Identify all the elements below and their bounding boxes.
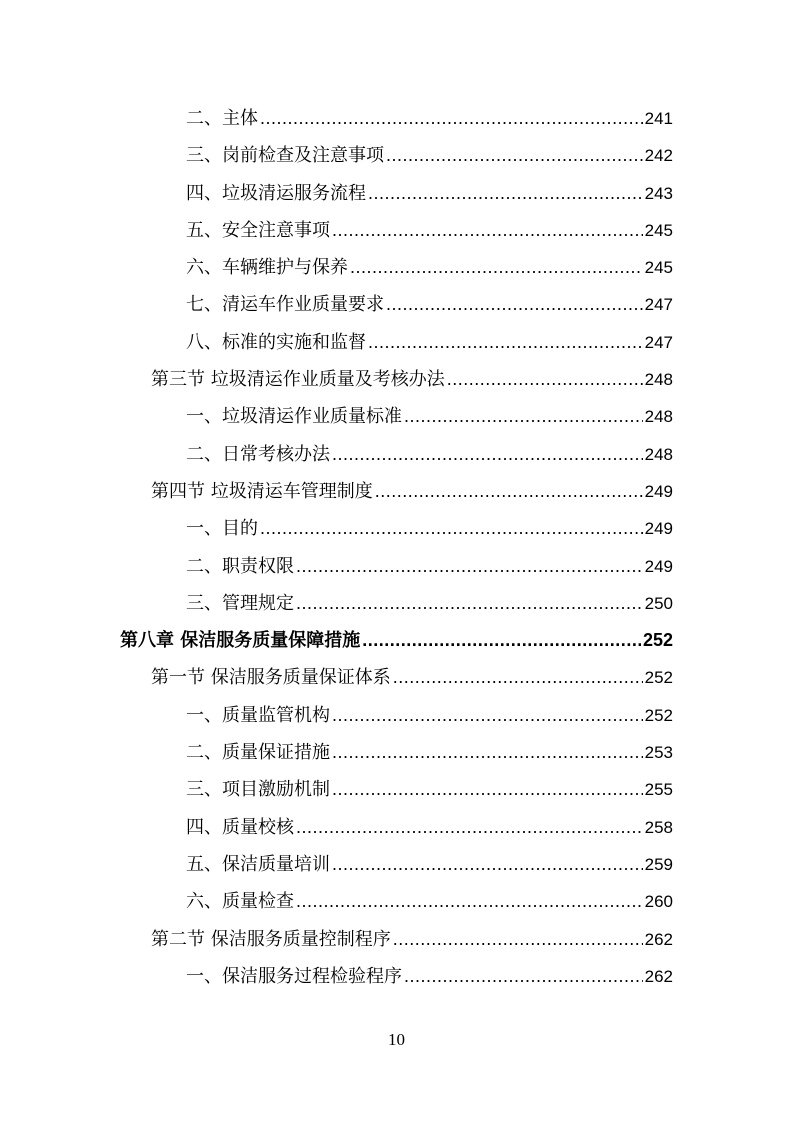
- toc-dot-leader: [386, 286, 643, 323]
- toc-entry-section[interactable]: [0, 473, 793, 510]
- toc-entry-title: 四、垃圾清运服务流程: [186, 182, 366, 204]
- toc-dot-leader: [368, 324, 643, 361]
- toc-entry-item[interactable]: [0, 286, 793, 323]
- toc-entry-item[interactable]: [0, 809, 793, 846]
- toc-entry-item[interactable]: [0, 958, 793, 995]
- toc-entry-title: 第四节 垃圾清运车管理制度: [151, 480, 373, 502]
- toc-entry-title: 五、安全注意事项: [186, 219, 330, 241]
- toc-dot-leader: [260, 100, 643, 137]
- toc-entry-title: 四、质量校核: [186, 816, 294, 838]
- toc-dot-leader: [362, 622, 641, 659]
- toc-dot-leader: [332, 212, 643, 249]
- toc-entry-title: 一、质量监管机构: [186, 704, 330, 726]
- toc-entry-item[interactable]: [0, 398, 793, 435]
- toc-entry-page: 249: [644, 481, 673, 501]
- toc-dot-leader: [404, 958, 643, 995]
- toc-entry-item[interactable]: [0, 548, 793, 585]
- toc-dot-leader: [332, 436, 643, 473]
- toc-entry-page: 252: [644, 668, 673, 688]
- toc-entry-page: 241: [644, 109, 673, 128]
- toc-entry-title: 七、清运车作业质量要求: [186, 294, 384, 316]
- toc-entry-section[interactable]: [0, 659, 793, 696]
- toc-dot-leader: [393, 659, 643, 696]
- toc-entry-item[interactable]: [0, 585, 793, 622]
- toc-entry-title: 八、标准的实施和监督: [186, 331, 366, 353]
- toc-entry-title: 第二节 保洁服务质量控制程序: [151, 928, 391, 950]
- toc-entry-title: 一、目的: [186, 518, 258, 540]
- toc-entry-item[interactable]: [0, 697, 793, 734]
- toc-dot-leader: [368, 175, 643, 212]
- toc-entry-page: 242: [644, 146, 673, 166]
- toc-entry-item[interactable]: [0, 100, 793, 137]
- toc-dot-leader: [296, 585, 643, 622]
- toc-entry-page: 250: [644, 593, 673, 613]
- toc-entry-chapter[interactable]: [0, 622, 793, 659]
- toc-entry-title: 第三节 垃圾清运作业质量及考核办法: [151, 369, 445, 391]
- toc-dot-leader: [332, 697, 643, 734]
- toc-dot-leader: [386, 137, 643, 174]
- toc-dot-leader: [296, 809, 643, 846]
- toc-entry-page: 248: [644, 407, 673, 427]
- toc-entry-page: 252: [642, 630, 673, 651]
- toc-entry-item[interactable]: [0, 771, 793, 808]
- toc-entry-title: 二、职责权限: [186, 555, 294, 577]
- toc-entry-title: 三、管理规定: [186, 592, 294, 614]
- toc-dot-leader: [393, 921, 643, 958]
- toc-entry-title: 第八章 保洁服务质量保障措施: [120, 630, 361, 652]
- toc-dot-leader: [404, 398, 643, 435]
- toc-entry-title: 六、质量检查: [186, 891, 294, 913]
- page-number: 10: [388, 1030, 405, 1049]
- table-of-contents: [0, 100, 793, 995]
- toc-dot-leader: [296, 548, 643, 585]
- toc-entry-title: 六、车辆维护与保养: [186, 257, 348, 279]
- toc-entry-section[interactable]: [0, 921, 793, 958]
- toc-dot-leader: [375, 473, 643, 510]
- toc-entry-title: 二、质量保证措施: [186, 742, 330, 764]
- toc-entry-item[interactable]: [0, 436, 793, 473]
- toc-dot-leader: [296, 883, 643, 920]
- toc-entry-page: 249: [644, 519, 673, 539]
- toc-entry-page: 255: [644, 780, 673, 800]
- toc-entry-item[interactable]: [0, 137, 793, 174]
- toc-entry-title: 五、保洁质量培训: [186, 853, 330, 875]
- toc-dot-leader: [332, 734, 643, 771]
- toc-entry-item[interactable]: [0, 249, 793, 286]
- toc-entry-title: 一、垃圾清运作业质量标准: [186, 406, 402, 428]
- toc-dot-leader: [332, 771, 643, 808]
- toc-entry-title: 一、保洁服务过程检验程序: [186, 965, 402, 987]
- toc-entry-title: 二、主体: [186, 108, 258, 129]
- toc-dot-leader: [332, 846, 643, 883]
- toc-entry-page: 245: [644, 258, 673, 278]
- toc-entry-section[interactable]: [0, 361, 793, 398]
- toc-entry-page: 245: [644, 220, 673, 240]
- toc-entry-title: 三、岗前检查及注意事项: [186, 145, 384, 167]
- toc-entry-page: 258: [644, 817, 673, 837]
- toc-entry-item[interactable]: [0, 846, 793, 883]
- toc-entry-page: 243: [644, 183, 673, 203]
- toc-entry-title: 二、日常考核办法: [186, 443, 330, 465]
- toc-entry-page: 248: [644, 444, 673, 464]
- toc-dot-leader: [260, 510, 643, 547]
- toc-dot-leader: [350, 249, 643, 286]
- toc-entry-page: 262: [644, 929, 673, 949]
- toc-entry-page: 259: [644, 854, 673, 874]
- toc-entry-page: 248: [644, 370, 673, 390]
- toc-entry-item[interactable]: [0, 510, 793, 547]
- toc-entry-page: 253: [644, 743, 673, 763]
- toc-entry-item[interactable]: [0, 883, 793, 920]
- toc-entry-item[interactable]: [0, 212, 793, 249]
- toc-entry-title: 第一节 保洁服务质量保证体系: [151, 667, 391, 689]
- toc-entry-page: 247: [644, 332, 673, 352]
- toc-entry-page: 252: [644, 705, 673, 725]
- toc-entry-page: 260: [644, 892, 673, 912]
- toc-entry-page: 262: [644, 966, 673, 986]
- toc-entry-item[interactable]: [0, 734, 793, 771]
- toc-entry-title: 三、项目激励机制: [186, 779, 330, 801]
- toc-entry-page: 249: [644, 556, 673, 576]
- toc-entry-item[interactable]: [0, 175, 793, 212]
- toc-entry-page: 247: [644, 295, 673, 315]
- toc-dot-leader: [447, 361, 643, 398]
- toc-entry-item[interactable]: [0, 324, 793, 361]
